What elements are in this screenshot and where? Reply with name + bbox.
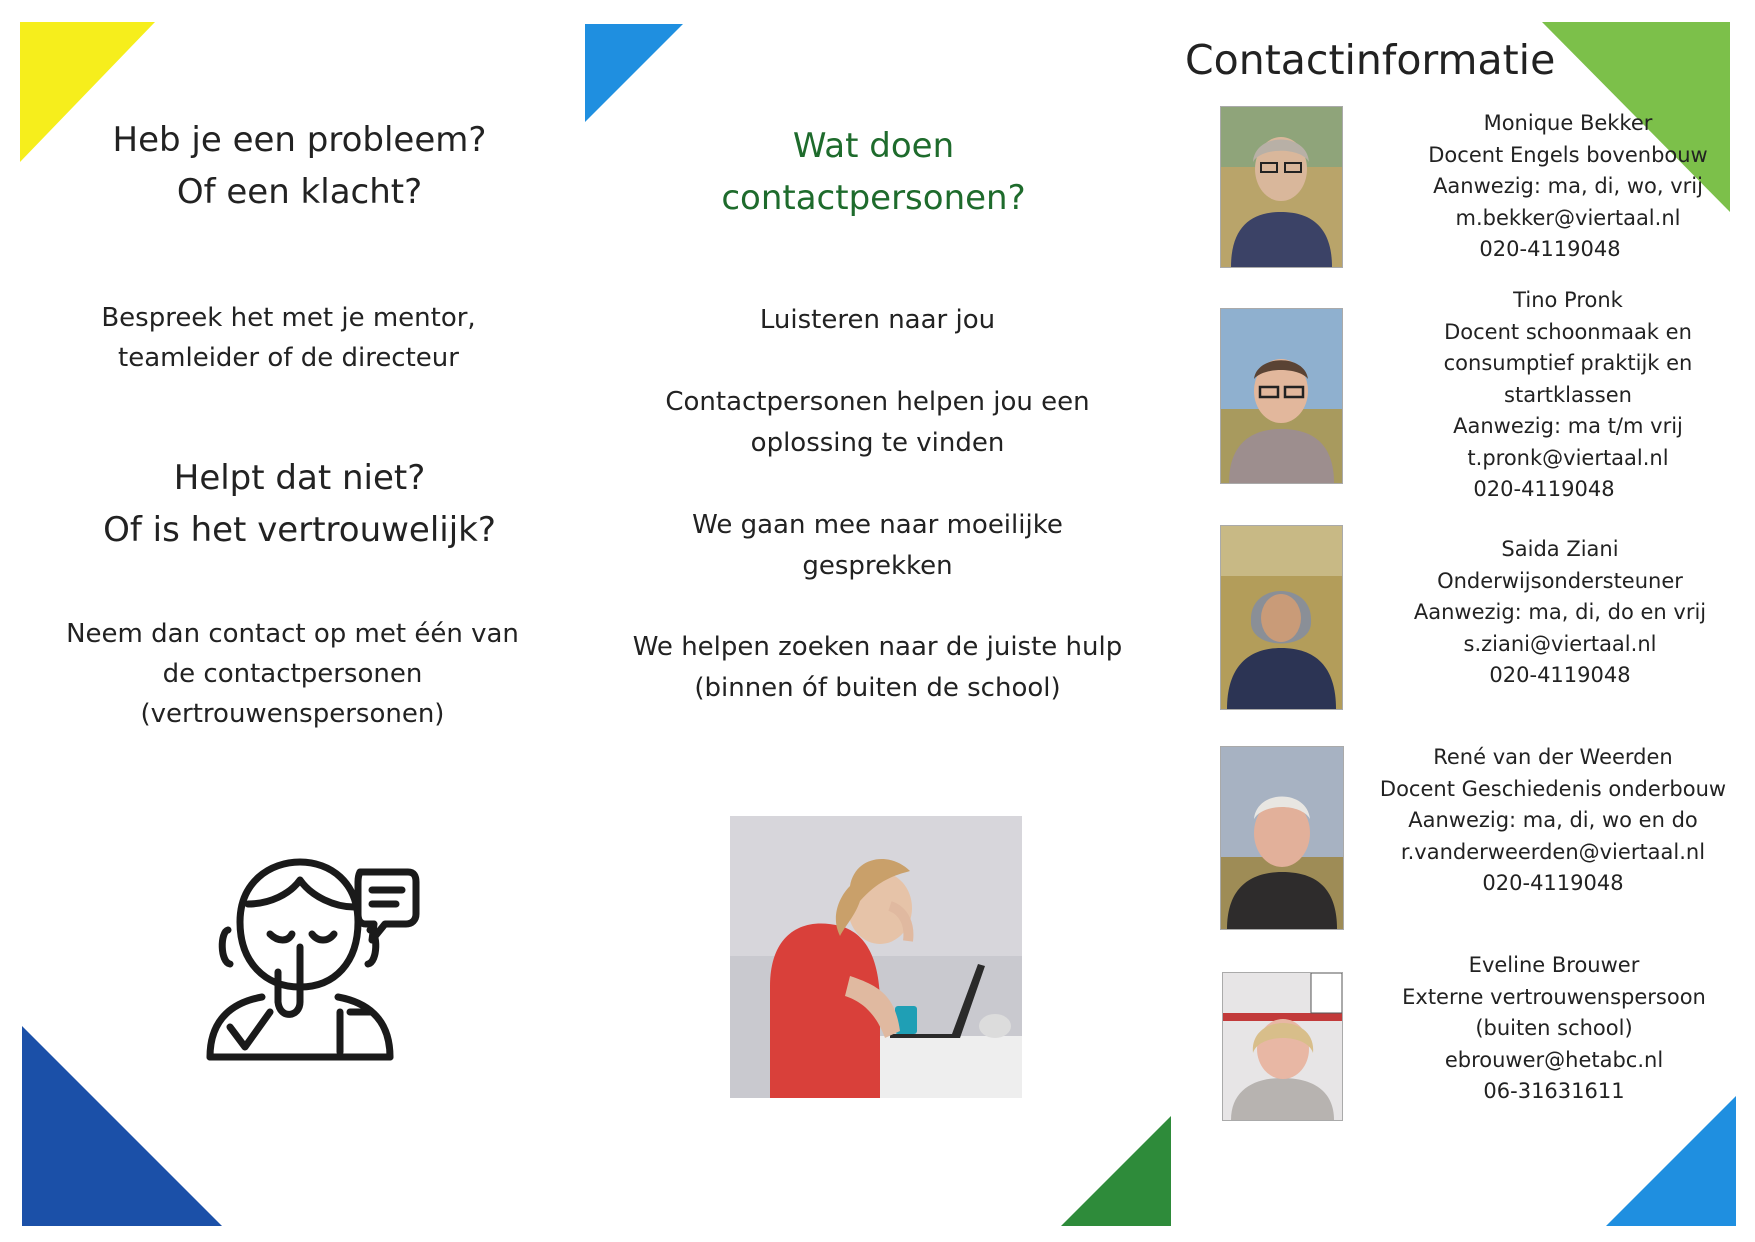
contact-name: Eveline Brouwer: [1468, 953, 1640, 977]
list-item: Contactpersonen helpen jou een oplossing te vinden: [665, 387, 1090, 458]
contact-card: [1388, 108, 1748, 266]
mentor-text: Bespreek het met je mentor, teamleider of de directeur: [101, 303, 476, 373]
contact-presence: Aanwezig: ma, di, wo en do: [1408, 808, 1698, 832]
contact-card: [1373, 742, 1733, 900]
contact-phone: 020-4119048: [1473, 477, 1615, 501]
contact-name: René van der Weerden: [1433, 745, 1673, 769]
contact-email: r.vanderweerden@viertaal.nl: [1400, 839, 1706, 864]
contact-role: startklassen: [1504, 382, 1632, 407]
contact-phone: 06-31631611: [1483, 1079, 1625, 1103]
avatar: [1220, 525, 1343, 710]
list-item: We helpen zoeken naar de juiste hulp (binnen óf buiten de school): [632, 632, 1123, 703]
dark-blue-corner-triangle: [22, 1026, 222, 1226]
green-corner-triangle: [1061, 1116, 1171, 1226]
contact-presence: Aanwezig: ma t/m vrij: [1453, 414, 1683, 438]
contact-email: t.pronk@viertaal.nl: [1467, 445, 1669, 470]
contact-phone: 020-4119048: [1489, 663, 1631, 687]
blue-corner-triangle: [1606, 1096, 1736, 1226]
contact-role: Docent Engels bovenbouw: [1428, 142, 1708, 167]
contact-persons-text: Neem dan contact op met één van de contactpersonen (vertrouwenspersonen): [66, 619, 519, 729]
problem-heading: Heb je een probleem? Of een klacht?: [112, 120, 487, 212]
avatar: [1220, 106, 1343, 268]
contact-card: [1380, 534, 1740, 692]
list-item: We gaan mee naar moeilijke gesprekken: [692, 510, 1063, 581]
contact-email: m.bekker@viertaal.nl: [1455, 205, 1681, 230]
panel-middle: [585, 0, 1170, 1242]
contact-presence: Aanwezig: ma, di, do en vrij: [1413, 600, 1707, 624]
contact-email: s.ziani@viertaal.nl: [1463, 631, 1657, 656]
confidential-heading: Helpt dat niet? Of is het vertrouwelijk?: [103, 458, 496, 550]
avatar: [1222, 972, 1343, 1121]
blue-corner-triangle: [585, 24, 683, 122]
contact-card: [1374, 950, 1734, 1108]
contact-information-title: Contactinformatie: [1185, 36, 1556, 84]
contact-email: ebrouwer@hetabc.nl: [1444, 1047, 1664, 1072]
panel-left: [0, 0, 585, 1242]
contact-card: [1388, 285, 1748, 506]
avatar: [1220, 746, 1344, 930]
avatar: [1220, 308, 1343, 484]
contact-role: consumptief praktijk en: [1443, 351, 1693, 375]
contact-phone: 020-4119048: [1479, 237, 1621, 261]
person-silence-speech-bubble-icon: [200, 852, 420, 1062]
contact-presence: Aanwezig: ma, di, wo, vrij: [1433, 174, 1703, 198]
stressed-student-photo: [730, 816, 1022, 1098]
contact-role: Docent Geschiedenis onderbouw: [1379, 776, 1727, 801]
contact-name: Tino Pronk: [1513, 288, 1623, 312]
contact-name: Monique Bekker: [1483, 111, 1653, 135]
contact-phone: 020-4119048: [1482, 871, 1624, 895]
contact-role: Onderwijsondersteuner: [1437, 568, 1683, 593]
contact-name: Saida Ziani: [1501, 537, 1619, 561]
contact-role: Externe vertrouwenspersoon: [1402, 984, 1706, 1009]
contact-note: (buiten school): [1475, 1016, 1633, 1040]
what-do-contactpersons-heading: Wat doen contactpersonen?: [721, 126, 1026, 218]
contact-role: Docent schoonmaak en: [1444, 319, 1692, 344]
list-item: Luisteren naar jou: [759, 305, 996, 335]
